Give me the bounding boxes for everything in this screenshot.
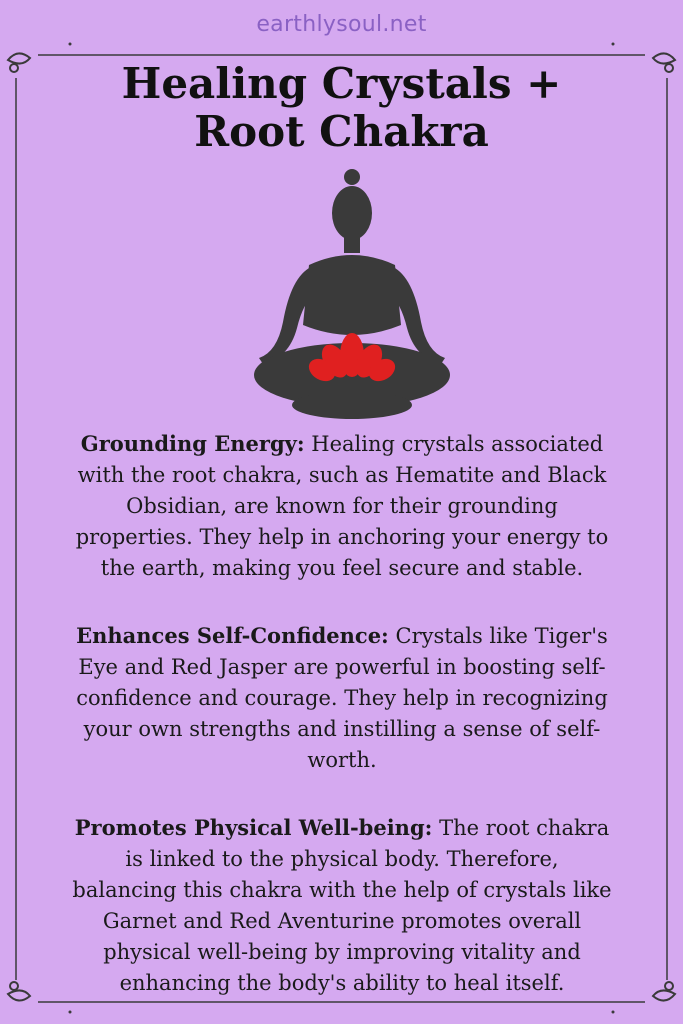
site-logo: earthlysoul.net <box>256 12 427 37</box>
section-grounding <box>72 428 612 584</box>
section-physical-wellbeing <box>72 812 612 999</box>
section-heading: Promotes Physical Well-being: <box>74 815 433 840</box>
section-body: The root chakra is linked to the physical body. Therefore, balancing this chakra with the help of crystals like Garnet and Red Aventurine promotes overall physical well-being by improving vitality and enhancing the body's ability to heal itself. <box>72 816 612 995</box>
section-heading: Grounding Energy: <box>80 431 305 456</box>
page-title <box>60 60 623 156</box>
section-body: Healing crystals associated with the root chakra, such as Hematite and Black Obsidian, are known for their grounding properties. They help in anchoring your energy to the earth, making you feel secure and stable. <box>75 432 609 580</box>
section-body: Crystals like Tiger's Eye and Red Jasper are powerful in boosting self-confidence and courage. They help in recognizing your own strengths and instilling a sense of self-worth. <box>76 624 608 772</box>
section-heading: Enhances Self-Confidence: <box>76 623 389 648</box>
meditation-figure-icon <box>237 165 467 425</box>
section-self-confidence <box>72 620 612 776</box>
title-line-1: Healing Crystals + <box>121 59 562 108</box>
title-line-2: Root Chakra <box>194 107 489 156</box>
